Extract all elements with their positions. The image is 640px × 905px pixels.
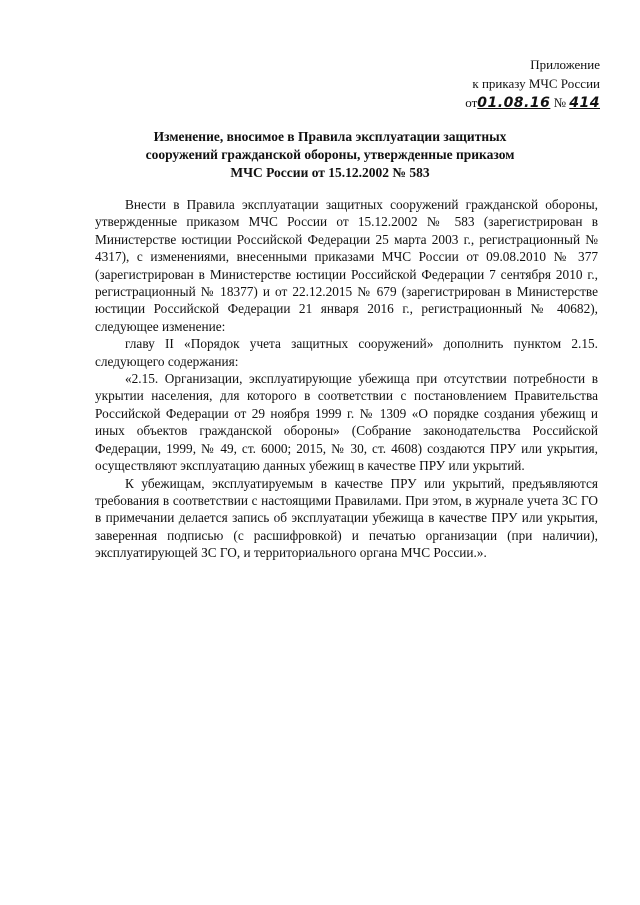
paragraph-amendment-intro: Внести в Правила эксплуатации защитных сооружений гражданской обороны, утвержденные приказом МЧС России от 15.12.2002 № 583 (зарегистрирован в Министерстве юстиции Российской Федерации 25 марта 2003 г., регистрационный № 4317), с изменениями, внесенными приказами МЧС России от 09.08.2010 № 377 (зарегистрирован в Министерстве юстиции Российской Федерации 7 сентября 2010 г., регистрационный № 18377) и от 22.12.2015 № 679 (зарегистрирован в Министерстве юстиции Российской Федерации 21 января 2016 г., регистрационный № 40682), следующее изменение:	[95, 197, 598, 334]
appendix-header	[400, 55, 600, 113]
title-line-1: Изменение, вносимое в Правила эксплуатации защитных	[153, 129, 507, 144]
document-title	[95, 128, 565, 182]
title-line-3: МЧС России от 15.12.2002 № 583	[230, 165, 430, 180]
paragraph-clause-2-15: «2.15. Организации, эксплуатирующие убежища при отсутствии потребности в укрытии населения, для которого в соответствии с постановлением Правительства Российской Федерации от 29 ноября 1999 г. № 1309 «О порядке создания убежищ и иных объектов гражданской обороны» (Собрание законодательства Российской Федерации, 1999, № 49, ст. 6000; 2015, № 30, ст. 4608) создаются ПРУ или укрытия, осуществляют эксплуатацию данных убежищ в качестве ПРУ или укрытий.	[95, 371, 598, 474]
date-prefix: от	[465, 95, 478, 110]
appendix-label: Приложение	[530, 57, 600, 72]
handwritten-number: 414	[569, 95, 600, 111]
handwritten-date: 01.08.16	[477, 95, 551, 111]
paragraph-shelter-requirements: К убежищам, эксплуатируемым в качестве ПРУ или укрытий, предъявляются требования в соответствии с настоящими Правилами. При этом, в журнале учета ЗС ГО в примечании делается запись об эксплуатации убежища в качестве ПРУ или укрытия, заверенная подписью (с расшифровкой) и печатью организации (при наличии), эксплуатирующей ЗС ГО, и территориального органа МЧС России.».	[95, 475, 598, 561]
appendix-order-reference: к приказу МЧС России	[472, 76, 600, 91]
appendix-date-number	[400, 93, 600, 113]
paragraph-chapter-addition: главу II «Порядок учета защитных сооружений» дополнить пунктом 2.15. следующего содержания:	[95, 336, 598, 369]
title-line-2: сооружений гражданской обороны, утвержденные приказом	[145, 147, 515, 162]
number-label: №	[553, 95, 567, 110]
document-body	[95, 196, 598, 562]
